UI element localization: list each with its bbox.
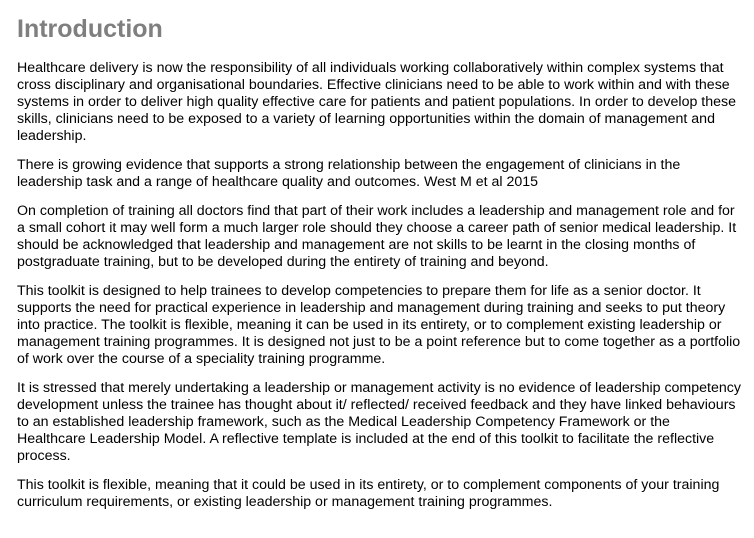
paragraph-evidence: There is growing evidence that supports a strong relationship between the engagement of clinicians in the leadership task and a range of healthcare quality and outcomes. West M et al 2015 bbox=[17, 157, 681, 190]
document-page bbox=[17, 14, 742, 523]
page-title: Introduction bbox=[17, 15, 163, 43]
paragraph-toolkit-purpose: This toolkit is designed to help trainees to develop competencies to prepare them for life as a senior doctor. It supports the need for practical experience in leadership and management during training and seeks to put theory into practice. The toolkit is flexible, meaning it can be used in its entirety, or to complement existing leadership or management training programmes. It is designed not just to be a point reference but to come together as a portfolio of work over the course of a speciality training programme. bbox=[17, 283, 741, 367]
paragraph-healthcare-delivery: Healthcare delivery is now the responsibility of all individuals working collaboratively within complex systems that cross disciplinary and organisational boundaries. Effective clinicians need to be able to work within and with these systems in order to deliver high quality effective care for patients and patient populations. In order to develop these skills, clinicians need to be exposed to a variety of learning opportunities within the domain of management and leadership. bbox=[17, 60, 736, 144]
paragraph-reflection: It is stressed that merely undertaking a leadership or management activity is no evidence of leadership competency development unless the trainee has thought about it/ reflected/ received feedback and they have linked behaviours to an established leadership framework, such as the Medical Leadership Competency Framework or the Healthcare Leadership Model. A reflective template is included at the end of this toolkit to facilitate the reflective process. bbox=[17, 380, 741, 464]
paragraph-training-completion: On completion of training all doctors find that part of their work includes a leadership and management role and for a small cohort it may well form a much larger role should they choose a career path of senior medical leadership. It should be acknowledged that leadership and management are not skills to be learnt in the closing months of postgraduate training, but to be developed during the entirety of training and beyond. bbox=[17, 203, 737, 270]
paragraph-toolkit-flexible: This toolkit is flexible, meaning that it could be used in its entirety, or to complement components of your training curriculum requirements, or existing leadership or management training programmes. bbox=[17, 477, 720, 510]
